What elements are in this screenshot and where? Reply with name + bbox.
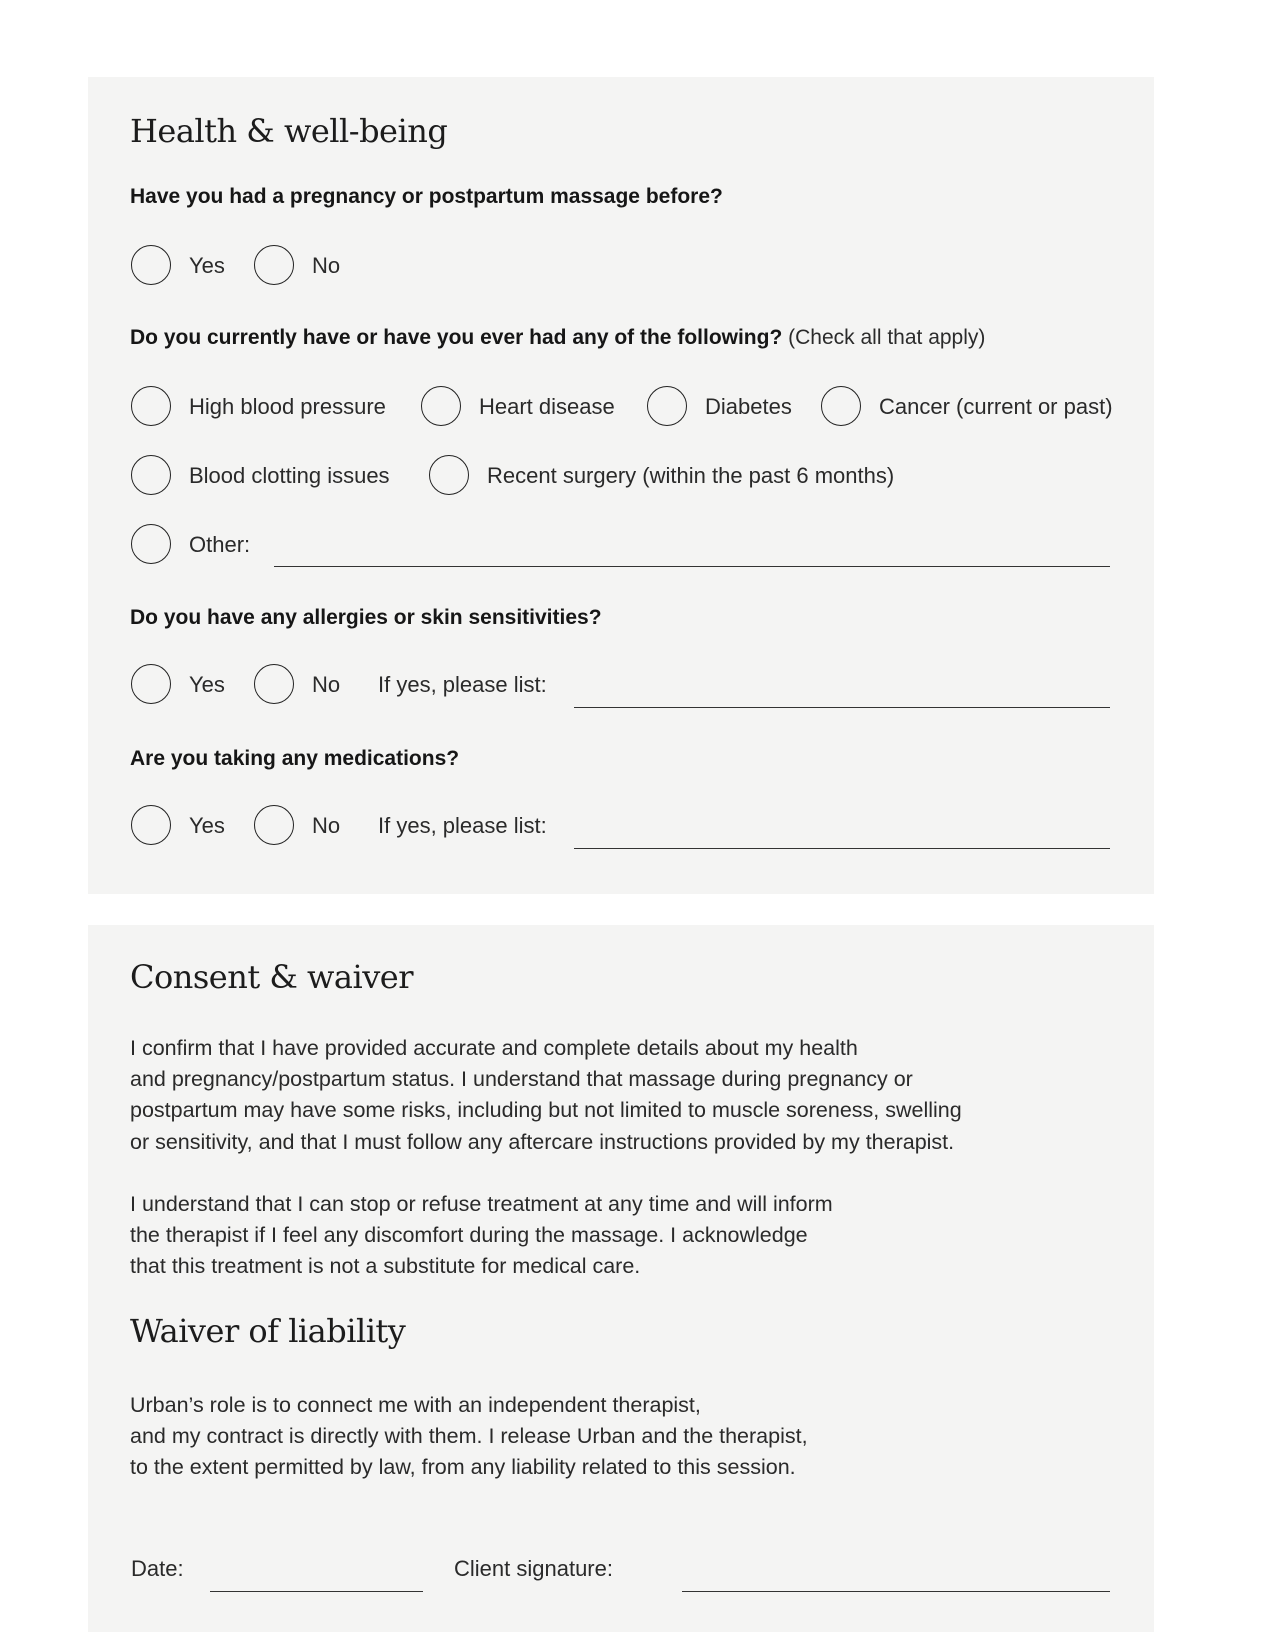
option-label-yes: Yes [189,253,225,278]
option-label-no: No [312,813,341,838]
consent-paragraph-2-line: the therapist if I feel any discomfort during the massage. I acknowledge [130,1223,808,1248]
waiver-paragraph-line: and my contract is directly with them. I release Urban and the therapist, [130,1424,808,1449]
date-label: Date: [131,1556,184,1581]
option-label-other: Other: [189,532,251,557]
radio-allergies-yes[interactable] [131,664,171,704]
allergies-list-label: If yes, please list: [378,672,547,697]
checkbox-cancer[interactable] [821,386,861,426]
waiver-paragraph-line: to the extent permitted by law, from any liability related to this session. [130,1455,796,1480]
option-label-no: No [312,672,341,697]
waiver-paragraph-line: Urban’s role is to connect me with an independent therapist, [130,1393,701,1417]
option-label-no: No [312,253,341,278]
consent-section-title: Consent & waiver [130,958,414,996]
waiver-paragraph [130,1390,808,1484]
health-section-title: Health & well-being [130,112,448,150]
waiver-section-title: Waiver of liability [130,1312,406,1350]
option-label-yes: Yes [189,813,225,838]
option-label-recent-surgery: Recent surgery (within the past 6 months) [487,463,895,488]
checkbox-recent-surgery[interactable] [429,455,469,495]
option-label-diabetes: Diabetes [705,394,792,419]
question-medications: Are you taking any medications? [130,747,460,770]
consent-paragraph-1-line: and pregnancy/postpartum status. I understand that massage during pregnancy or [130,1067,913,1092]
checkbox-other[interactable] [131,524,171,564]
radio-allergies-no[interactable] [254,664,294,704]
checkbox-diabetes[interactable] [647,386,687,426]
checkbox-heart-disease[interactable] [421,386,461,426]
date-input-line[interactable] [210,1591,423,1592]
medications-list-label: If yes, please list: [378,813,547,838]
medications-list-input-line[interactable] [574,848,1110,849]
option-label-cancer: Cancer (current or past) [879,394,1113,419]
consent-paragraph-1 [130,1033,962,1158]
checkbox-blood-clotting[interactable] [131,455,171,495]
radio-massage-before-no[interactable] [254,245,294,285]
question-conditions-text: Do you currently have or have you ever had any of the following? [130,326,783,349]
radio-medications-yes[interactable] [131,805,171,845]
question-conditions-note: (Check all that apply) [788,326,986,349]
question-allergies: Do you have any allergies or skin sensitivities? [130,606,602,629]
consent-paragraph-1-line: postpartum may have some risks, including but not limited to muscle soreness, swelling [130,1098,962,1123]
option-label-blood-clotting: Blood clotting issues [189,463,390,488]
other-input-line[interactable] [274,566,1110,567]
allergies-list-input-line[interactable] [574,707,1110,708]
checkbox-high-blood-pressure[interactable] [131,386,171,426]
option-label-high-blood-pressure: High blood pressure [189,394,386,419]
question-conditions [130,325,985,351]
consent-paragraph-1-line: or sensitivity, and that I must follow any aftercare instructions provided by my therapist. [130,1129,955,1154]
consent-paragraph-1-line: I confirm that I have provided accurate and complete details about my health [130,1036,858,1060]
question-massage-before: Have you had a pregnancy or postpartum massage before? [130,185,723,208]
radio-medications-no[interactable] [254,805,294,845]
signature-input-line[interactable] [682,1591,1110,1592]
radio-massage-before-yes[interactable] [131,245,171,285]
consent-paragraph-2-line: I understand that I can stop or refuse treatment at any time and will inform [130,1192,833,1216]
consent-paragraph-2-line: that this treatment is not a substitute for medical care. [130,1254,641,1279]
consent-paragraph-2 [130,1189,833,1283]
option-label-heart-disease: Heart disease [479,394,615,419]
signature-label: Client signature: [454,1556,613,1581]
option-label-yes: Yes [189,672,225,697]
